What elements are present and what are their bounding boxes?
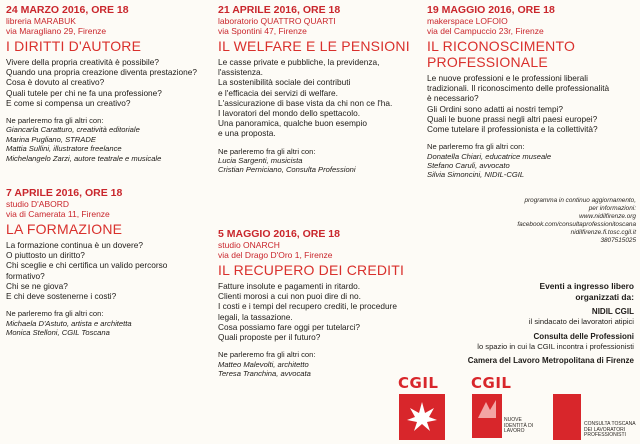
event-date: 24 MARZO 2016, ORE 18 (6, 4, 129, 16)
speaker: Teresa Tranchina, avvocata (218, 369, 311, 379)
question-line: La sostenibilità sociale dei contributi (218, 77, 351, 88)
nidil-logo-word: CGIL (471, 374, 512, 392)
speakers-intro: Ne parleremo fra gli altri con: (6, 309, 104, 319)
org-nidil-name: NIDIL CGIL (591, 307, 634, 316)
event-venue-name: studio ONARCH (218, 240, 280, 250)
question-line: e l'efficacia dei servizi di welfare. (218, 87, 338, 98)
org-camera-name: Camera del Lavoro Metropolitana di Firenze (467, 356, 634, 365)
question-line: I costi e i tempi del recupero crediti, le procedure (218, 301, 397, 312)
event-venue-address: via del Drago D'Oro 1, Firenze (218, 250, 333, 260)
event-date: 19 MAGGIO 2016, ORE 18 (427, 4, 555, 16)
event-questions (6, 57, 206, 108)
event-questions (6, 240, 206, 301)
org-consulta-name: Consulta delle Professioni (533, 331, 634, 341)
consulta-logo-text: CONSULTA TOSCANA DEI LAVORATORI PROFESSIONISTI (584, 421, 636, 439)
question-line: Quando una propria creazione diventa prestazione? (6, 67, 197, 78)
speaker: Giancarla Caratturo, creatività editoriale (6, 125, 140, 135)
nidil-logo-text: NUOVE IDENTITÀ DI LAVORO (504, 417, 534, 435)
event-date: 7 APRILE 2016, ORE 18 (6, 187, 123, 199)
question-line: legali, la tassazione. (218, 311, 293, 322)
organizers-block (300, 281, 634, 366)
speakers-intro: Ne parleremo fra gli altri con: (427, 142, 525, 152)
event-venue-name: studio D'ABORD (6, 199, 70, 209)
speaker: Marina Pugliano, STRADE (6, 134, 96, 144)
question-line: l'assistenza. (218, 67, 263, 78)
event-welfare-pensioni (218, 4, 408, 175)
info-block (456, 197, 636, 245)
event-questions (218, 57, 408, 139)
speaker: Cristian Perniciano, Consulta Professioni (218, 165, 356, 175)
question-line: Cosa possiamo fare oggi per tutelarci? (218, 321, 361, 332)
question-line: E chi deve sostenerne i costi? (6, 291, 117, 302)
speaker: Donatella Chiari, educatrice museale (427, 151, 552, 161)
event-venue-name: makerspace LOFOIO (427, 16, 508, 26)
event-date: 5 MAGGIO 2016, ORE 18 (218, 228, 340, 240)
question-line: Vivere della propria creatività è possibile? (6, 57, 159, 67)
question-line: Una panoramica, qualche buon esempio (218, 118, 367, 129)
question-line: E come si compensa un creativo? (6, 97, 131, 108)
question-line: Gli Ordini sono adatti ai nostri tempi? (427, 103, 564, 114)
event-date: 21 APRILE 2016, ORE 18 (218, 4, 341, 16)
nidil-logo (470, 376, 536, 440)
question-line: O piuttosto un diritto? (6, 250, 85, 261)
email-link[interactable]: nidilfirenze.fi.tosc.cgil.it (570, 229, 636, 236)
speaker: Monica Stelloni, CGIL Toscana (6, 328, 110, 338)
question-line: tradizionali. Il riconoscimento delle professionalità (427, 83, 610, 94)
speaker: Silvia Simoncini, NIDIL-CGIL (427, 170, 525, 180)
org-nidil-desc: il sindacato dei lavoratori atipici (528, 317, 634, 326)
speakers-list (427, 152, 635, 180)
question-line: I lavoratori del mondo dello spettacolo. (218, 108, 361, 119)
website-link[interactable]: www.nidilfirenze.org (579, 213, 636, 220)
speaker: Stefano Caruli, avvocato (427, 161, 510, 171)
speakers-intro: Ne parleremo fra gli altri con: (218, 146, 316, 156)
speakers-list (6, 319, 206, 338)
question-line: Fatture insolute e pagamenti in ritardo. (218, 281, 361, 291)
facebook-link[interactable]: facebook.com/consultaprofessionitoscana (517, 221, 636, 228)
consulta-red-block (553, 394, 581, 440)
question-line: Le nuove professioni e le professioni liberali (427, 73, 588, 83)
event-venue-address: via Spontini 47, Firenze (218, 26, 307, 36)
event-riconoscimento-professionale (427, 4, 635, 180)
nidil-arrow-icon (476, 398, 498, 420)
speakers-intro: Ne parleremo fra gli altri con: (6, 116, 104, 126)
event-diritti-autore (6, 4, 206, 163)
question-line: è necessario? (427, 93, 479, 104)
event-title: IL WELFARE E LE PENSIONI (218, 38, 410, 54)
speaker: Mattia Sullini, illustratore freelance (6, 144, 122, 154)
event-title-line: PROFESSIONALE (427, 54, 548, 70)
organized-by-line: organizzati da: (575, 291, 634, 302)
event-venue-address: via di Camerata 11, Firenze (6, 209, 110, 219)
question-line: Cosa è dovuto al creativo? (6, 77, 105, 88)
speaker: Lucia Sargenti, musicista (218, 156, 303, 166)
speakers-list (218, 156, 408, 175)
speaker: Michaela D'Astuto, artista e architetta (6, 318, 132, 328)
consulta-logo (553, 386, 639, 442)
event-venue-name: libreria MARABUK (6, 16, 76, 26)
question-line: Come tutelare il professionista e la collettività? (427, 124, 598, 135)
question-line: La formazione continua è un dovere? (6, 240, 143, 250)
speaker: Matteo Malevolti, architetto (218, 359, 309, 369)
event-venue-name: laboratorio QUATTRO QUARTI (218, 16, 336, 26)
event-title (427, 38, 635, 70)
event-venue-address: via del Campuccio 23r, Firenze (427, 26, 544, 36)
phone-number: 3807515025 (600, 237, 636, 244)
cgil-logo (397, 376, 461, 440)
event-venue-address: via Maragliano 29, Firenze (6, 26, 107, 36)
question-line: formativo? (6, 270, 45, 281)
question-line: Clienti morosi a cui non puoi dire di no. (218, 291, 361, 302)
info-line: programma in continuo aggiornamento, (524, 197, 636, 204)
question-line: L'assicurazione di base vista da chi non ce l'ha. (218, 97, 393, 108)
event-title: IL RECUPERO DEI CREDITI (218, 262, 405, 278)
event-formazione (6, 187, 206, 337)
question-line: Quali le buone prassi negli altri paesi europei? (427, 113, 598, 124)
question-line: Chi se ne giova? (6, 280, 68, 291)
speakers-list (6, 125, 206, 163)
free-entry-line: Eventi a ingresso libero (539, 281, 634, 291)
florence-lily-icon (404, 399, 440, 435)
cgil-logo-word: CGIL (398, 374, 439, 392)
question-line: e una proposta. (218, 128, 276, 139)
event-questions (427, 73, 635, 134)
speaker: Michelangelo Zarzi, autore teatrale e musicale (6, 153, 162, 163)
org-consulta-desc: lo spazio in cui la CGIL incontra i professionisti (477, 341, 634, 351)
info-line: per informazioni: (588, 205, 636, 212)
question-line: Quali proposte per il futuro? (218, 332, 321, 343)
speakers-intro: Ne parleremo fra gli altri con: (218, 350, 316, 360)
question-line: Le casse private e pubbliche, la previdenza, (218, 57, 380, 67)
event-title: LA FORMAZIONE (6, 221, 123, 237)
question-line: Quali tutele per chi ne fa una professione? (6, 87, 162, 98)
event-title: I DIRITTI D'AUTORE (6, 38, 142, 54)
question-line: Chi sceglie e chi certifica un valido percorso (6, 260, 168, 271)
event-title-line: IL RICONOSCIMENTO (427, 38, 576, 54)
